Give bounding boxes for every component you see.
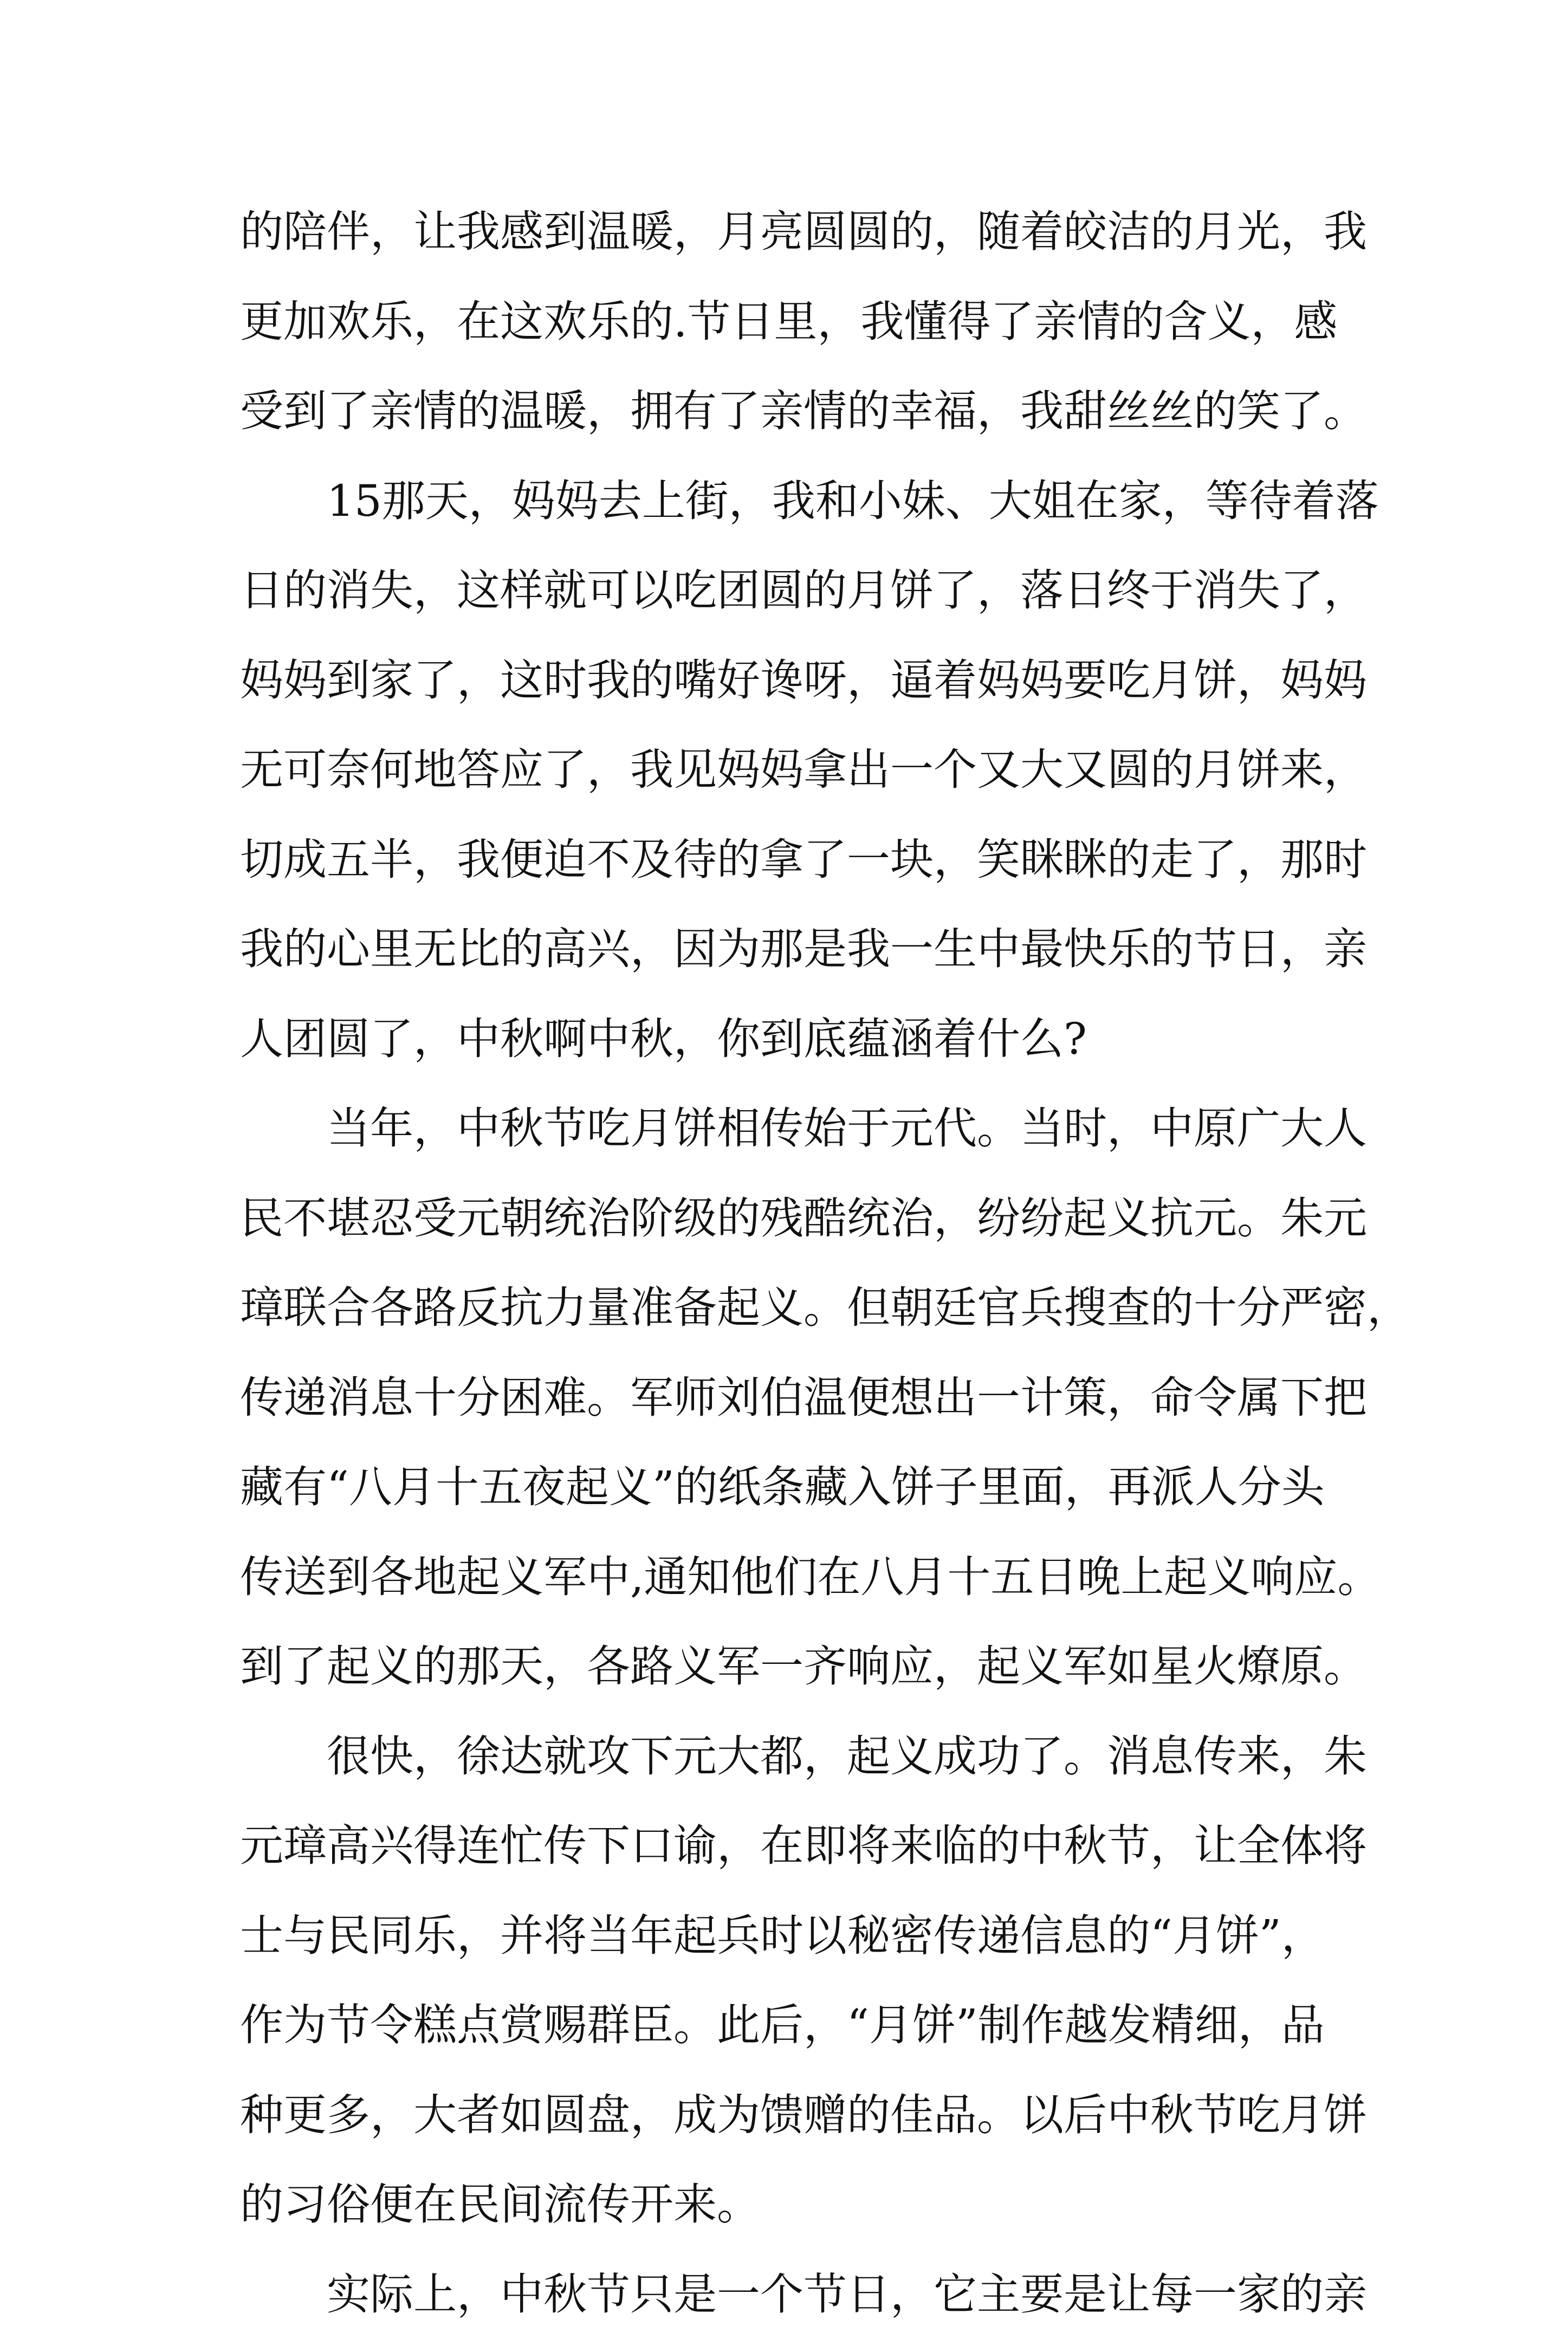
text-line: 人团圆了，中秋啊中秋，你到底蕴涵着什么? [240, 994, 1345, 1084]
text-line: 我的心里无比的高兴，因为那是我一生中最快乐的节日，亲 [240, 904, 1345, 994]
text-line: 日的消失，这样就可以吃团圆的月饼了，落日终于消失了， [240, 546, 1345, 636]
text-line: 士与民同乐，并将当年起兵时以秘密传递信息的“月饼”， [240, 1891, 1345, 1981]
text-line: 当年，中秋节吃月饼相传始于元代。当时，中原广大人 [240, 1084, 1345, 1174]
text-line: 的习俗便在民间流传开来。 [240, 2160, 1345, 2250]
text-line: 受到了亲情的温暖，拥有了亲情的幸福，我甜丝丝的笑了。 [240, 366, 1345, 456]
text-line: 无可奈何地答应了，我见妈妈拿出一个又大又圆的月饼来， [240, 725, 1345, 815]
text-line: 的陪伴，让我感到温暖，月亮圆圆的，随着皎洁的月光，我 [240, 187, 1345, 277]
text-line: 到了起义的那天，各路义军一齐响应，起义军如星火燎原。 [240, 1622, 1345, 1712]
text-line: 元璋高兴得连忙传下口谕，在即将来临的中秋节，让全体将 [240, 1801, 1345, 1891]
paragraph-3 [240, 1084, 1345, 1712]
text-line: 作为节令糕点赏赐群臣。此后，“月饼”制作越发精细，品 [240, 1980, 1345, 2070]
text-line: 藏有“八月十五夜起义”的纸条藏入饼子里面，再派人分头 [240, 1442, 1345, 1532]
paragraph-1 [240, 187, 1345, 456]
text-line: 实际上，中秋节只是一个节日，它主要是让每一家的亲 [240, 2250, 1345, 2339]
text-line: 更加欢乐，在这欢乐的.节日里，我懂得了亲情的含义，感 [240, 277, 1345, 367]
text-line: 切成五半，我便迫不及待的拿了一块，笑眯眯的走了，那时 [240, 815, 1345, 905]
paragraph-5 [240, 2250, 1345, 2339]
text-line: 种更多，大者如圆盘，成为馈赠的佳品。以后中秋节吃月饼 [240, 2070, 1345, 2160]
paragraph-2 [240, 456, 1345, 1084]
text-line: 民不堪忍受元朝统治阶级的残酷统治，纷纷起义抗元。朱元 [240, 1174, 1345, 1264]
body-text [240, 187, 1345, 2339]
text-line: 传递消息十分困难。军师刘伯温便想出一计策，命令属下把 [240, 1353, 1345, 1443]
text-line: 璋联合各路反抗力量准备起义。但朝廷官兵搜查的十分严密， [240, 1263, 1345, 1353]
text-line: 15那天，妈妈去上街，我和小妹、大姐在家，等待着落 [240, 456, 1345, 546]
text-line: 妈妈到家了，这时我的嘴好谗呀，逼着妈妈要吃月饼，妈妈 [240, 636, 1345, 725]
paragraph-4 [240, 1712, 1345, 2250]
text-line: 很快，徐达就攻下元大都，起义成功了。消息传来，朱 [240, 1712, 1345, 1802]
text-line: 传送到各地起义军中,通知他们在八月十五日晚上起义响应。 [240, 1532, 1345, 1622]
